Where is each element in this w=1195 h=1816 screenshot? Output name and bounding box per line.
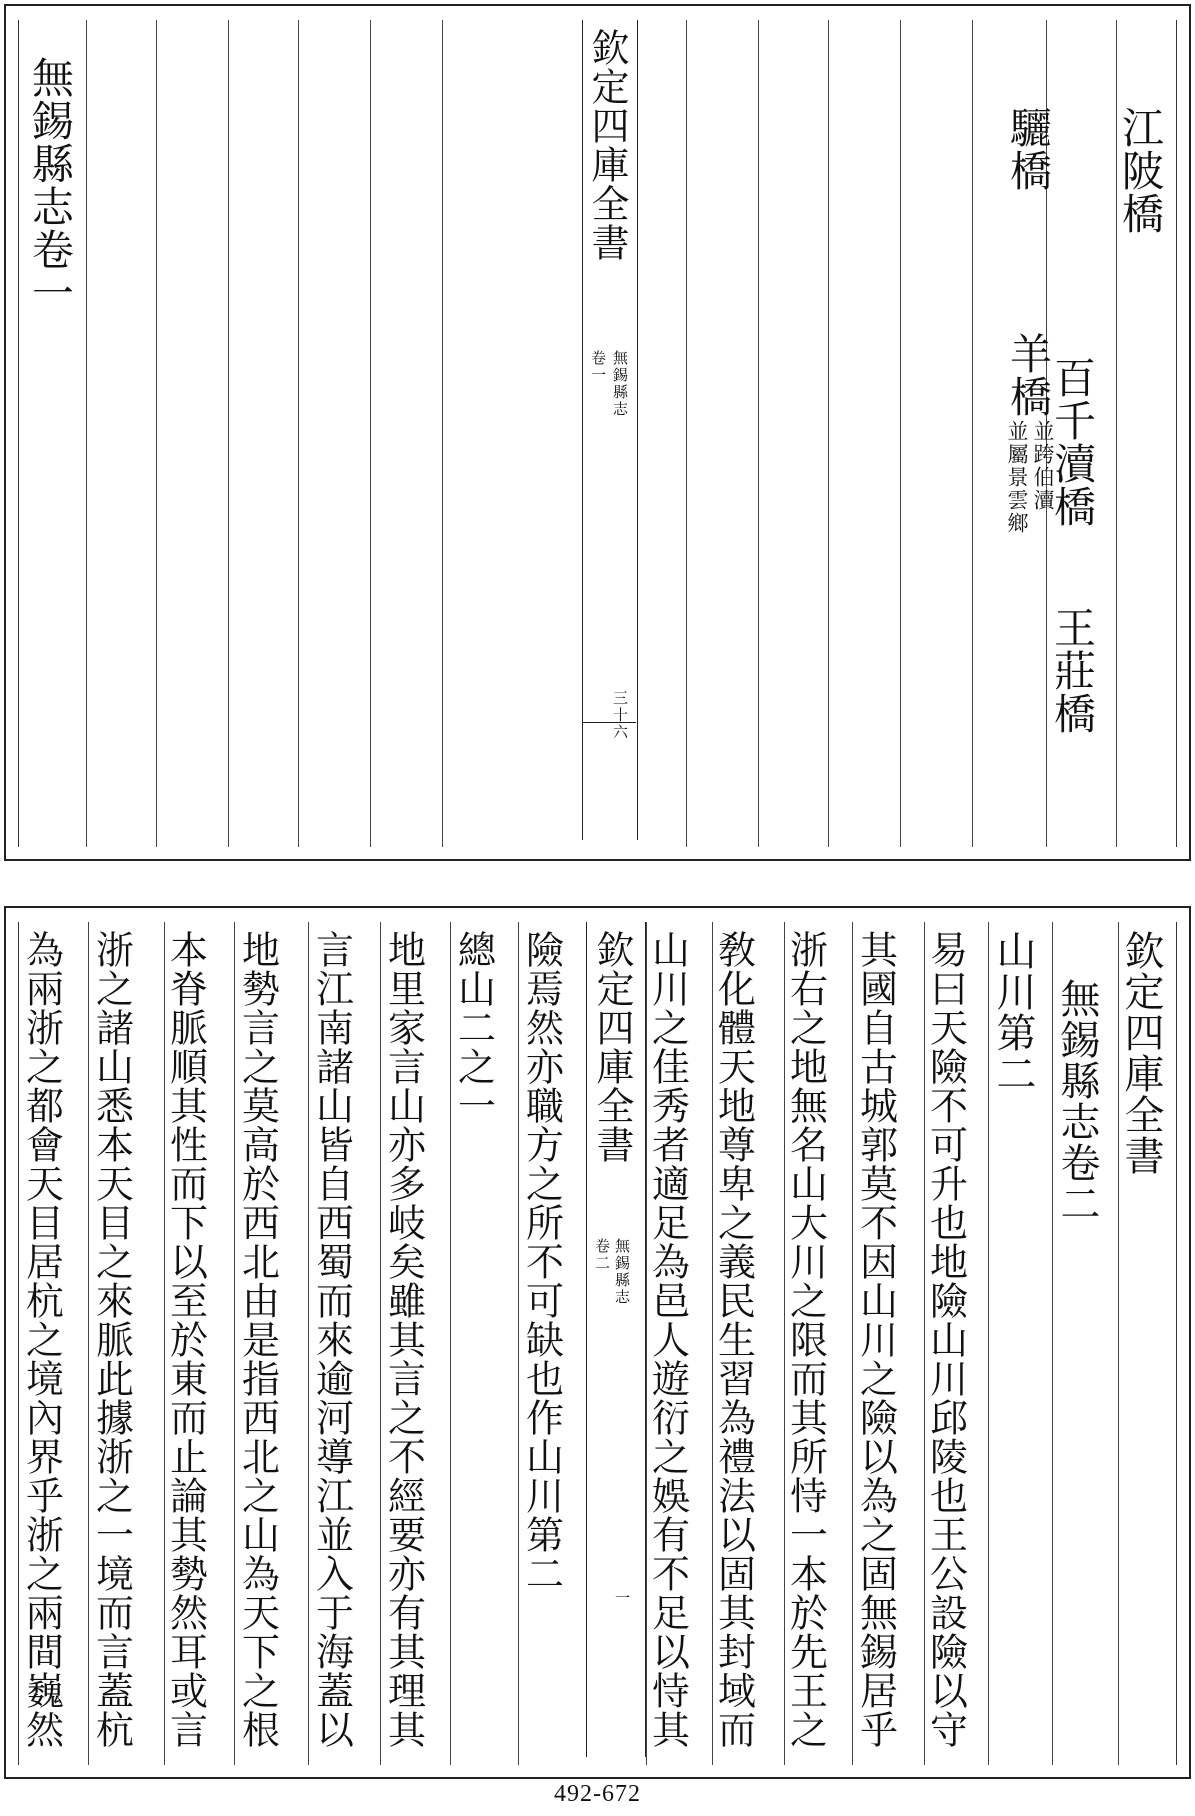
text-column: 其國自古城郭莫不因山川之險以為之固無錫居乎 [853,930,898,1749]
volume-title: 無錫縣志卷二 [1054,978,1100,1224]
center-book-title: 無錫縣志 [611,350,629,418]
text-column-2: 百千瀆橋 [1048,356,1097,528]
text-column: 為兩浙之都會天目居杭之境內界乎浙之兩間巍然 [19,930,64,1749]
column-rule [972,20,973,847]
text-column: 敎化體天地尊卑之義民生習為禮法以固其封域而 [711,930,756,1749]
column-rule [450,922,451,1765]
text-column: 浙之諸山悉本天目之來脈此據浙之一境而言蓋杭 [89,930,134,1749]
column-rule [380,922,381,1765]
column-rule [758,20,759,847]
center-volume: 卷一 [589,350,607,384]
center-page-number: 三十六 [611,690,629,741]
text-column: 地勢言之莫高於西北由是指西北之山為天下之根 [235,930,280,1749]
center-fold-body [582,260,638,840]
chapter-title: 山川第二 [990,930,1036,1094]
text-column-3-note-left: 並屬景雲鄉 [1005,420,1029,535]
center-fold-body [586,1132,646,1757]
column-rule [298,20,299,847]
column-rule [86,20,87,847]
text-column-3-mid: 羊橋 [1004,332,1053,418]
frame-inner-border-right [1176,922,1177,1765]
column-rule [988,922,989,1765]
center-header: 欽定四庫全書 [590,930,634,1164]
column-rule [686,20,687,847]
text-column: 浙右之地無名山大川之限而其所恃一本於先王之 [783,930,828,1749]
column-rule [900,20,901,847]
frame-inner-border-left [18,20,19,847]
frame-inner-border-right [1176,20,1177,847]
frame-inner-border-left [18,922,19,1765]
center-book-title: 無錫縣志 [613,1238,631,1306]
column-rule [370,20,371,847]
text-column: 本脊脈順其性而下以至於東而止論其勢然耳或言 [163,930,208,1749]
column-rule [442,20,443,847]
column-rule [234,922,235,1765]
column-rule [828,20,829,847]
text-column-3 [1006,18,1076,848]
column-rule [228,20,229,847]
text-column-3-top: 驪橋 [1004,106,1053,192]
book-label: 無錫縣志卷一 [26,56,75,314]
section-heading: 總山二之一 [451,930,496,1125]
text-column: 地里家言山亦多岐矣雖其言之不經要亦有其理其 [381,930,426,1749]
column-rule [156,20,157,847]
text-column-2-bottom: 王莊橋 [1048,606,1097,735]
center-volume: 卷二 [593,1238,611,1272]
column-rule [88,922,89,1765]
text-column-3-note-right: 並跨伯瀆 [1031,420,1055,512]
text-column: 易曰天險不可升也地險山川邱陵也王公設險以守 [923,930,968,1749]
column-rule [518,922,519,1765]
text-column: 險焉然亦職方之所不可缺也作山川第二 [519,930,564,1593]
column-rule [852,922,853,1765]
title-line: 欽定四庫全書 [1118,930,1164,1176]
bottom-page-frame [4,906,1191,1779]
column-rule [1052,922,1053,1765]
text-column-1: 江陂橋 [1116,106,1165,235]
column-rule [308,922,309,1765]
text-column: 山川之佳秀者適足為邑人遊衍之娛有不足以恃其 [645,930,690,1749]
page-number: 492-672 [554,1781,641,1807]
center-header: 欽定四庫全書 [585,28,629,262]
center-page-number: 一 [613,1590,631,1607]
text-column: 言江南諸山皆自西蜀而來逾河導江並入于海蓋以 [309,930,354,1749]
